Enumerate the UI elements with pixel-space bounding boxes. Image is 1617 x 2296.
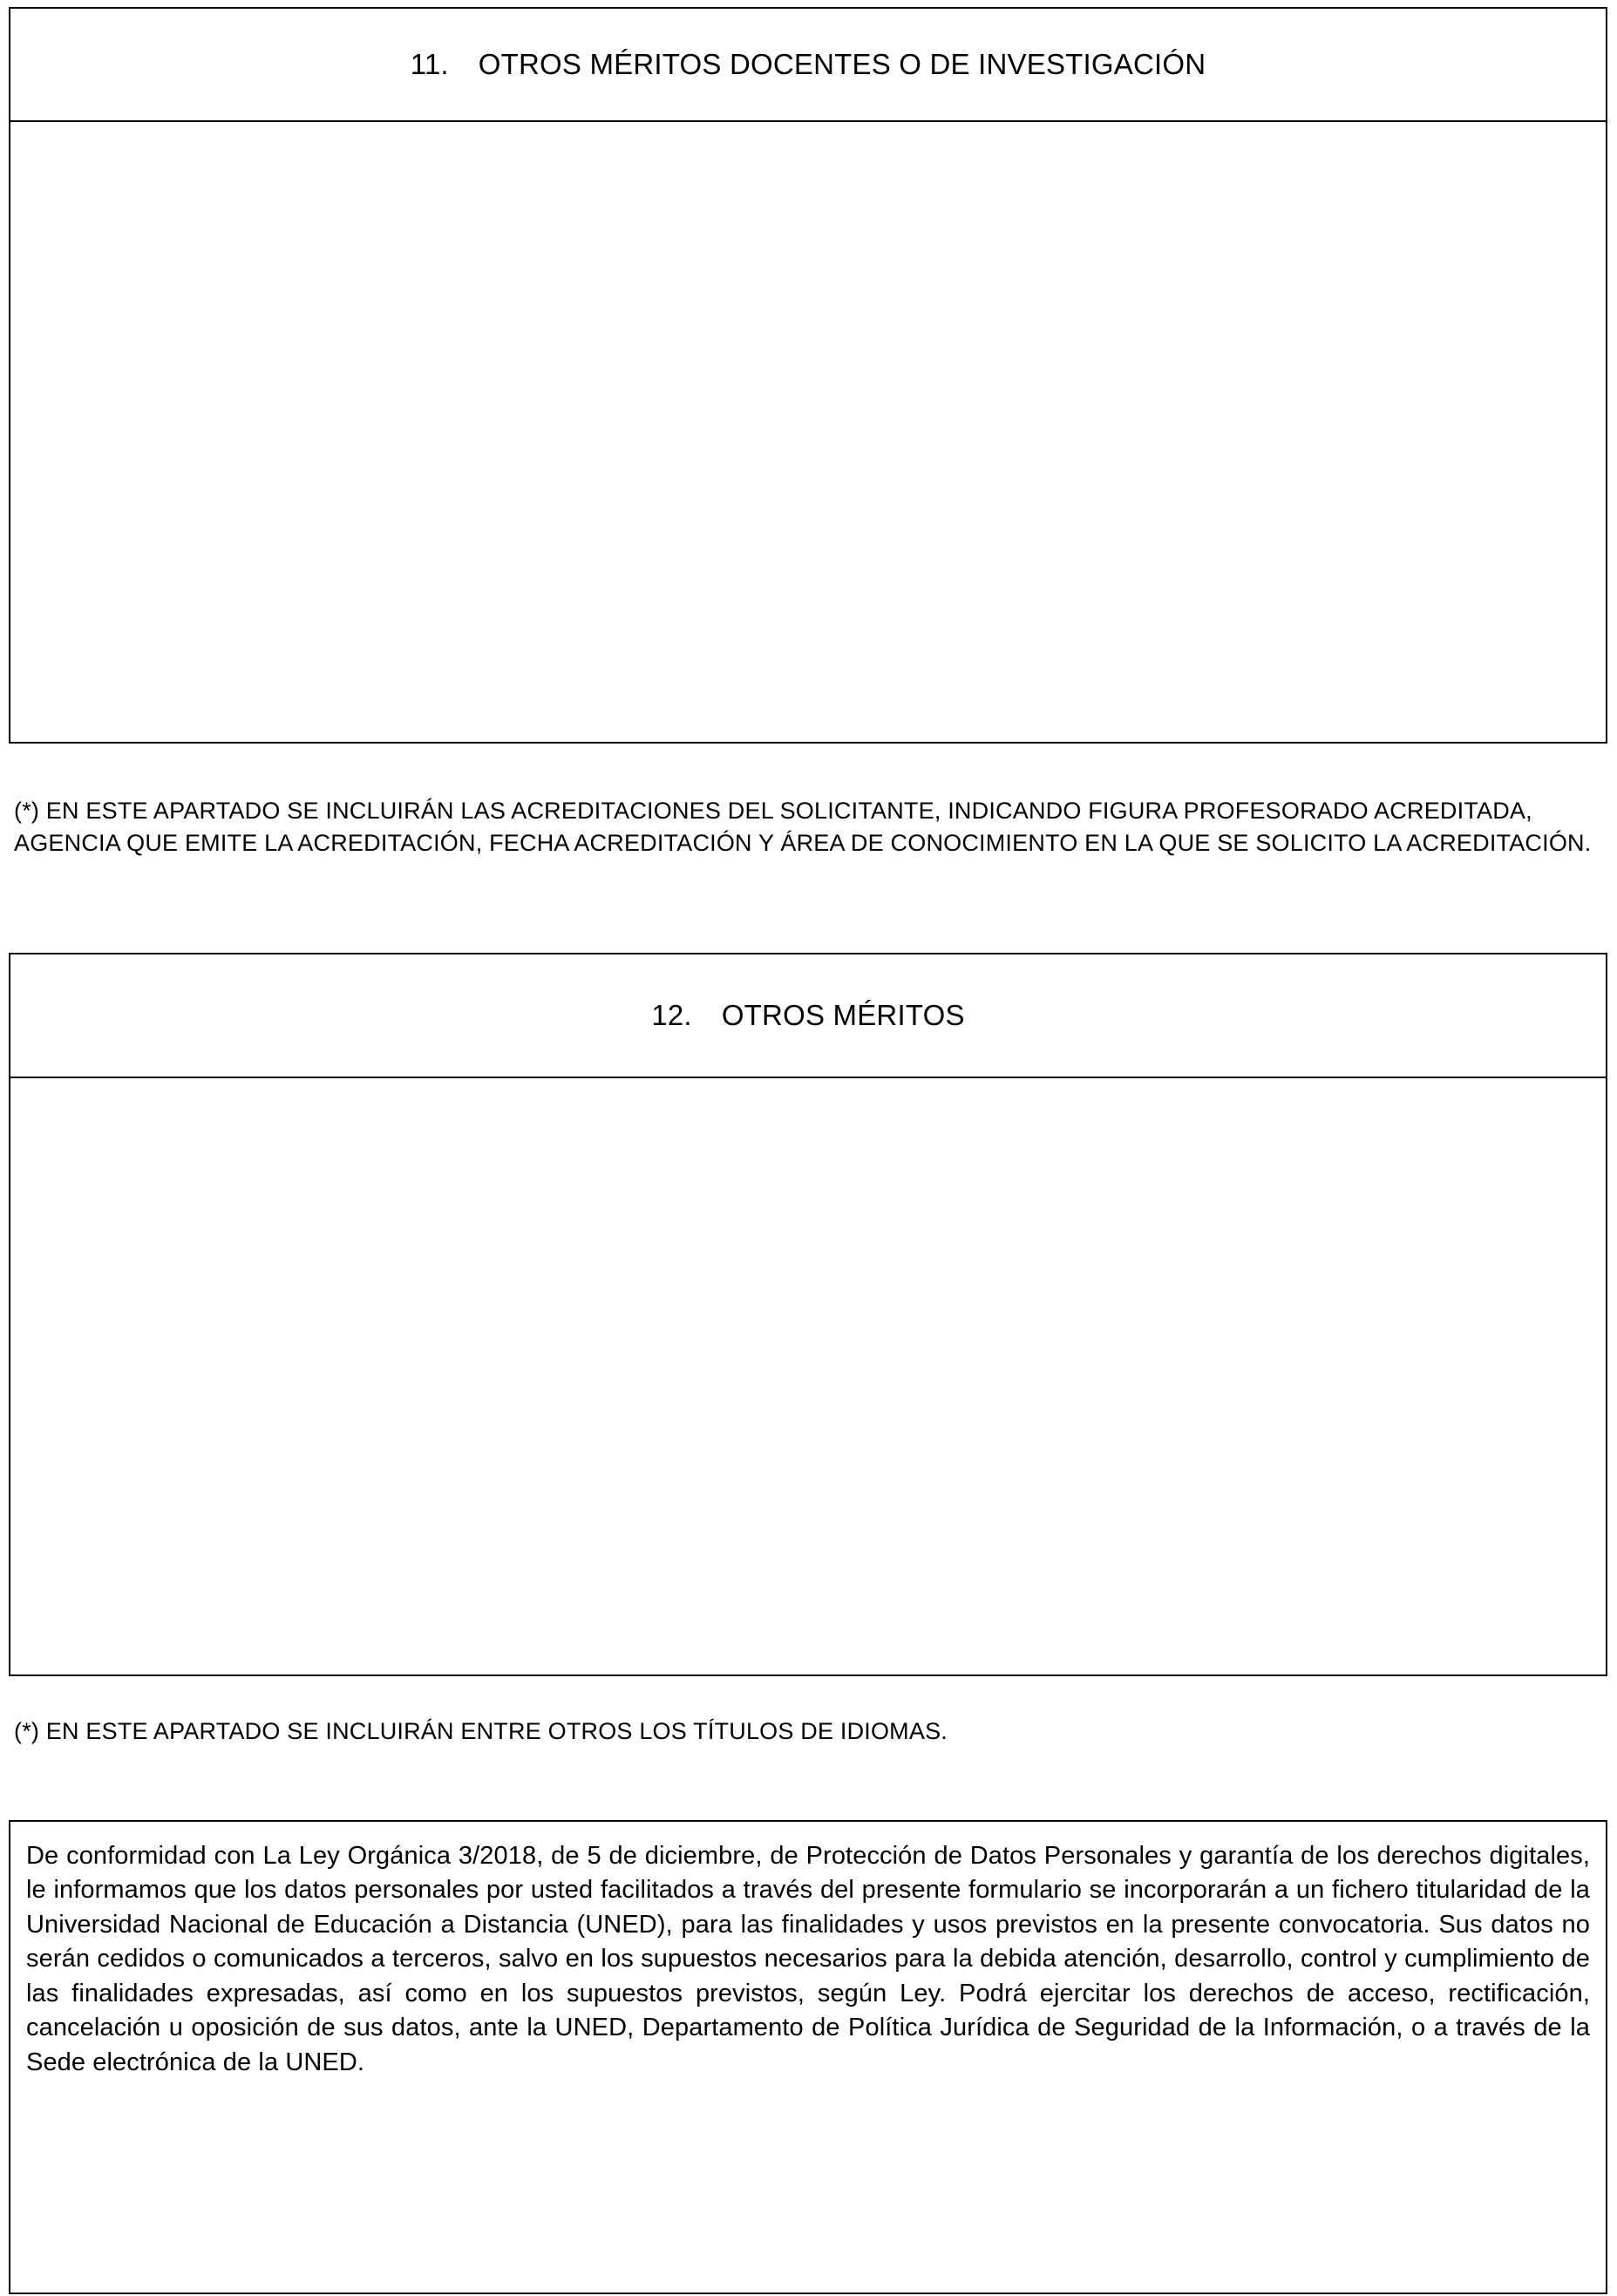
privacy-notice-box bbox=[9, 1820, 1607, 2294]
section-12-number: 12. bbox=[651, 999, 692, 1031]
section-11-note: (*) EN ESTE APARTADO SE INCLUIRÁN LAS ACREDITACIONES DEL SOLICITANTE, INDICANDO FIGURA PROFESORADO ACREDITADA, AGENCIA QUE EMITE LA ACREDITACIÓN, FECHA ACREDITACIÓN Y ÁREA DE CONOCIMIENTO EN LA QUE SE SOLICITO LA ACREDITACIÓN. bbox=[14, 798, 1592, 857]
section-12-note: (*) EN ESTE APARTADO SE INCLUIRÁN ENTRE OTROS LOS TÍTULOS DE IDIOMAS. bbox=[14, 1718, 948, 1744]
section-11-header bbox=[10, 9, 1606, 122]
privacy-notice-text: De conformidad con La Ley Orgánica 3/2018, de 5 de diciembre, de Protección de Datos Personales y garantía de los derechos digitales, le informamos que los datos personales por usted facilitados a través del presente formulario se incorporarán a un fichero titularidad de la Universidad Nacional de Educación a Distancia (UNED), para las finalidades y usos previstos en la presente convocatoria. Sus datos no serán cedidos o comunicados a terceros, salvo en los supuestos necesarios para la debida atención, desarrollo, control y cumplimiento de las finalidades expresadas, así como en los supuestos previstos, según Ley. Podrá ejercitar los derechos de acceso, rectificación, cancelación u oposición de sus datos, ante la UNED, Departamento de Política Jurídica de Seguridad de la Información, o a través de la Sede electrónica de la UNED. bbox=[26, 1842, 1590, 2076]
section-12-entry-area bbox=[10, 1078, 1606, 1674]
section-box-12 bbox=[9, 953, 1607, 1676]
section-11-number: 11. bbox=[410, 48, 449, 80]
section-11-entry-area bbox=[10, 122, 1606, 742]
section-12-header bbox=[10, 954, 1606, 1078]
section-11-title: OTROS MÉRITOS DOCENTES O DE INVESTIGACIÓN bbox=[478, 48, 1206, 80]
section-12-title: OTROS MÉRITOS bbox=[721, 999, 965, 1031]
section-box-11 bbox=[9, 7, 1607, 744]
